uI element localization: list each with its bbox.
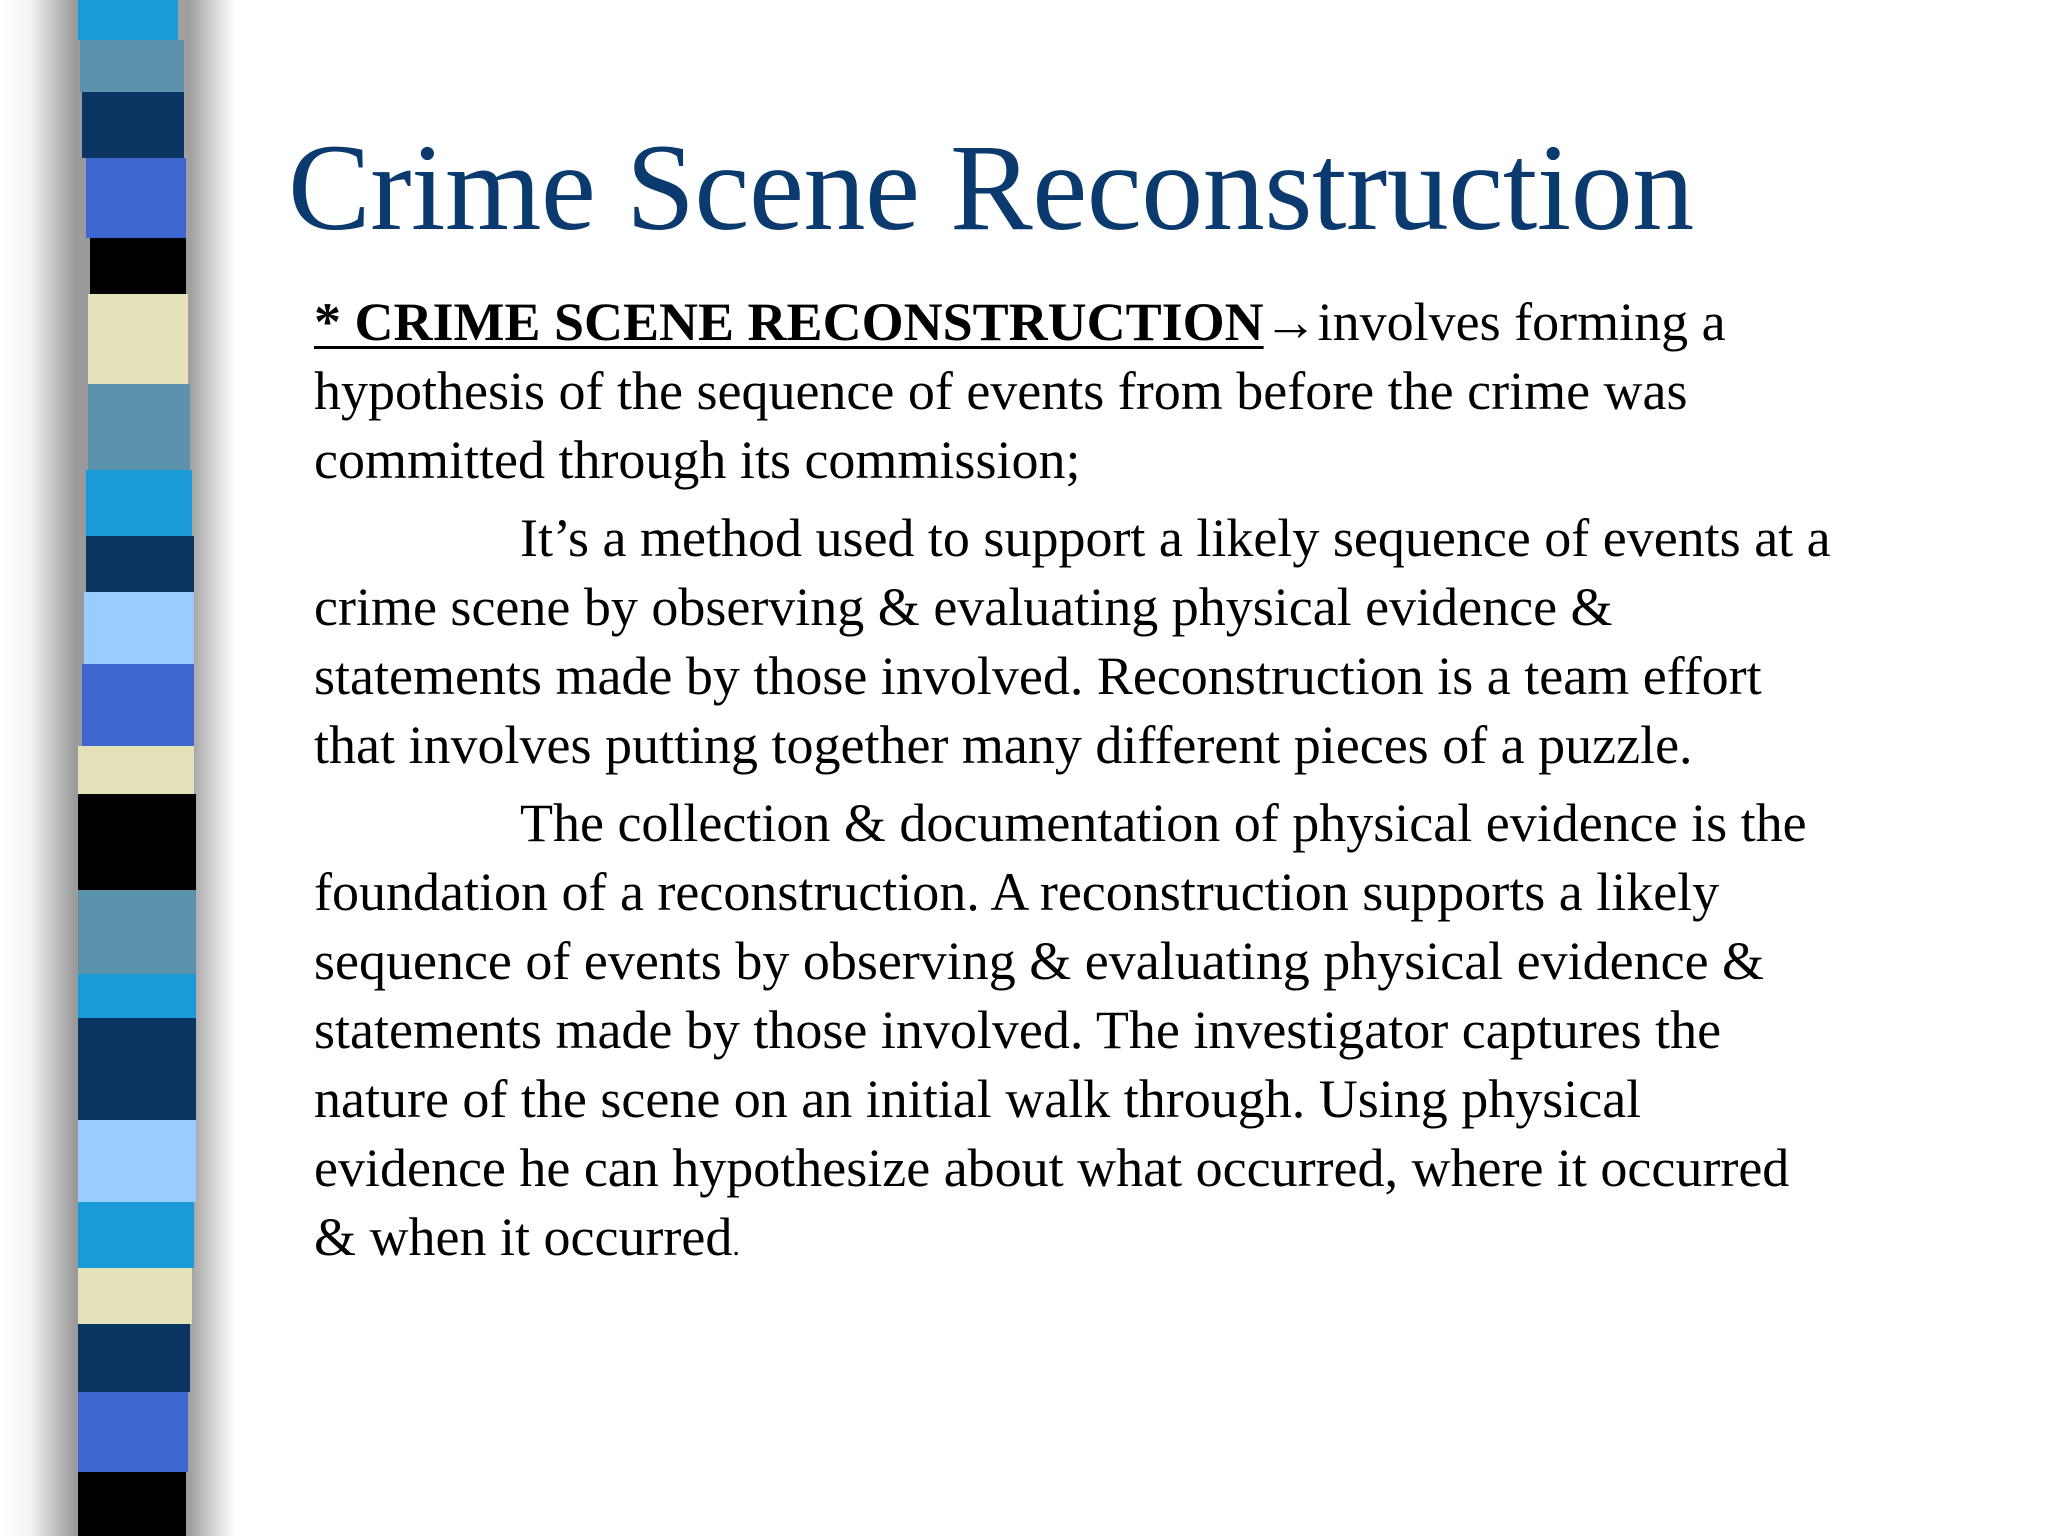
stripe-block — [78, 890, 196, 974]
stripe-block — [78, 0, 178, 40]
stripe-block — [78, 1472, 186, 1536]
stripe-block — [78, 1268, 192, 1324]
stripe-block — [88, 384, 190, 470]
paragraph-collection — [314, 789, 1834, 1280]
paragraph-definition — [314, 288, 1834, 495]
stripe-block — [88, 294, 188, 384]
stripe-block — [78, 1392, 188, 1472]
method-text: It’s a method used to support a likely sequence of events at a crime scene by observing & evaluating physical evidence & statements made by those involved. Reconstruction is a team effort that involves putting together many different pieces of a puzzle. — [314, 508, 1831, 775]
stripe-block — [86, 470, 192, 536]
arrow-icon: → — [1263, 292, 1318, 352]
stripe-block — [84, 592, 194, 664]
collection-text: The collection & documentation of physical evidence is the foundation of a reconstruction. A reconstruction supports a likely sequence of events by observing & evaluating physical evidence & statements made by those involved. The investigator captures the nature of the scene on an initial walk through. Using physical evidence he can hypothesize about what occurred, where it occurred & when it occurred — [314, 793, 1807, 1267]
closing-period: . — [732, 1229, 740, 1262]
stripe-block — [90, 238, 186, 294]
stripe-block — [78, 1120, 196, 1202]
stripe-block — [78, 746, 194, 794]
definition-term: * CRIME SCENE RECONSTRUCTION — [314, 292, 1264, 352]
slide-body — [314, 288, 1834, 1289]
stripe-block — [80, 40, 184, 92]
paragraph-method — [314, 504, 1834, 780]
stripe-block — [78, 794, 196, 890]
stripe-block — [78, 1202, 194, 1268]
stripe-block — [86, 536, 194, 592]
definition-text: involves forming a hypothesis of the sequence of events from before the crime was committed through its commission; — [314, 292, 1726, 490]
stripe-block — [86, 158, 186, 238]
stripe-block — [78, 974, 196, 1018]
stripe-block — [78, 1324, 190, 1392]
slide-title: Crime Scene Reconstruction — [288, 119, 1694, 256]
decorative-stripe-bar — [78, 0, 196, 1536]
stripe-block — [82, 92, 184, 158]
stripe-block — [82, 664, 194, 746]
stripe-graphic — [78, 0, 196, 1536]
stripe-block — [78, 1018, 196, 1120]
